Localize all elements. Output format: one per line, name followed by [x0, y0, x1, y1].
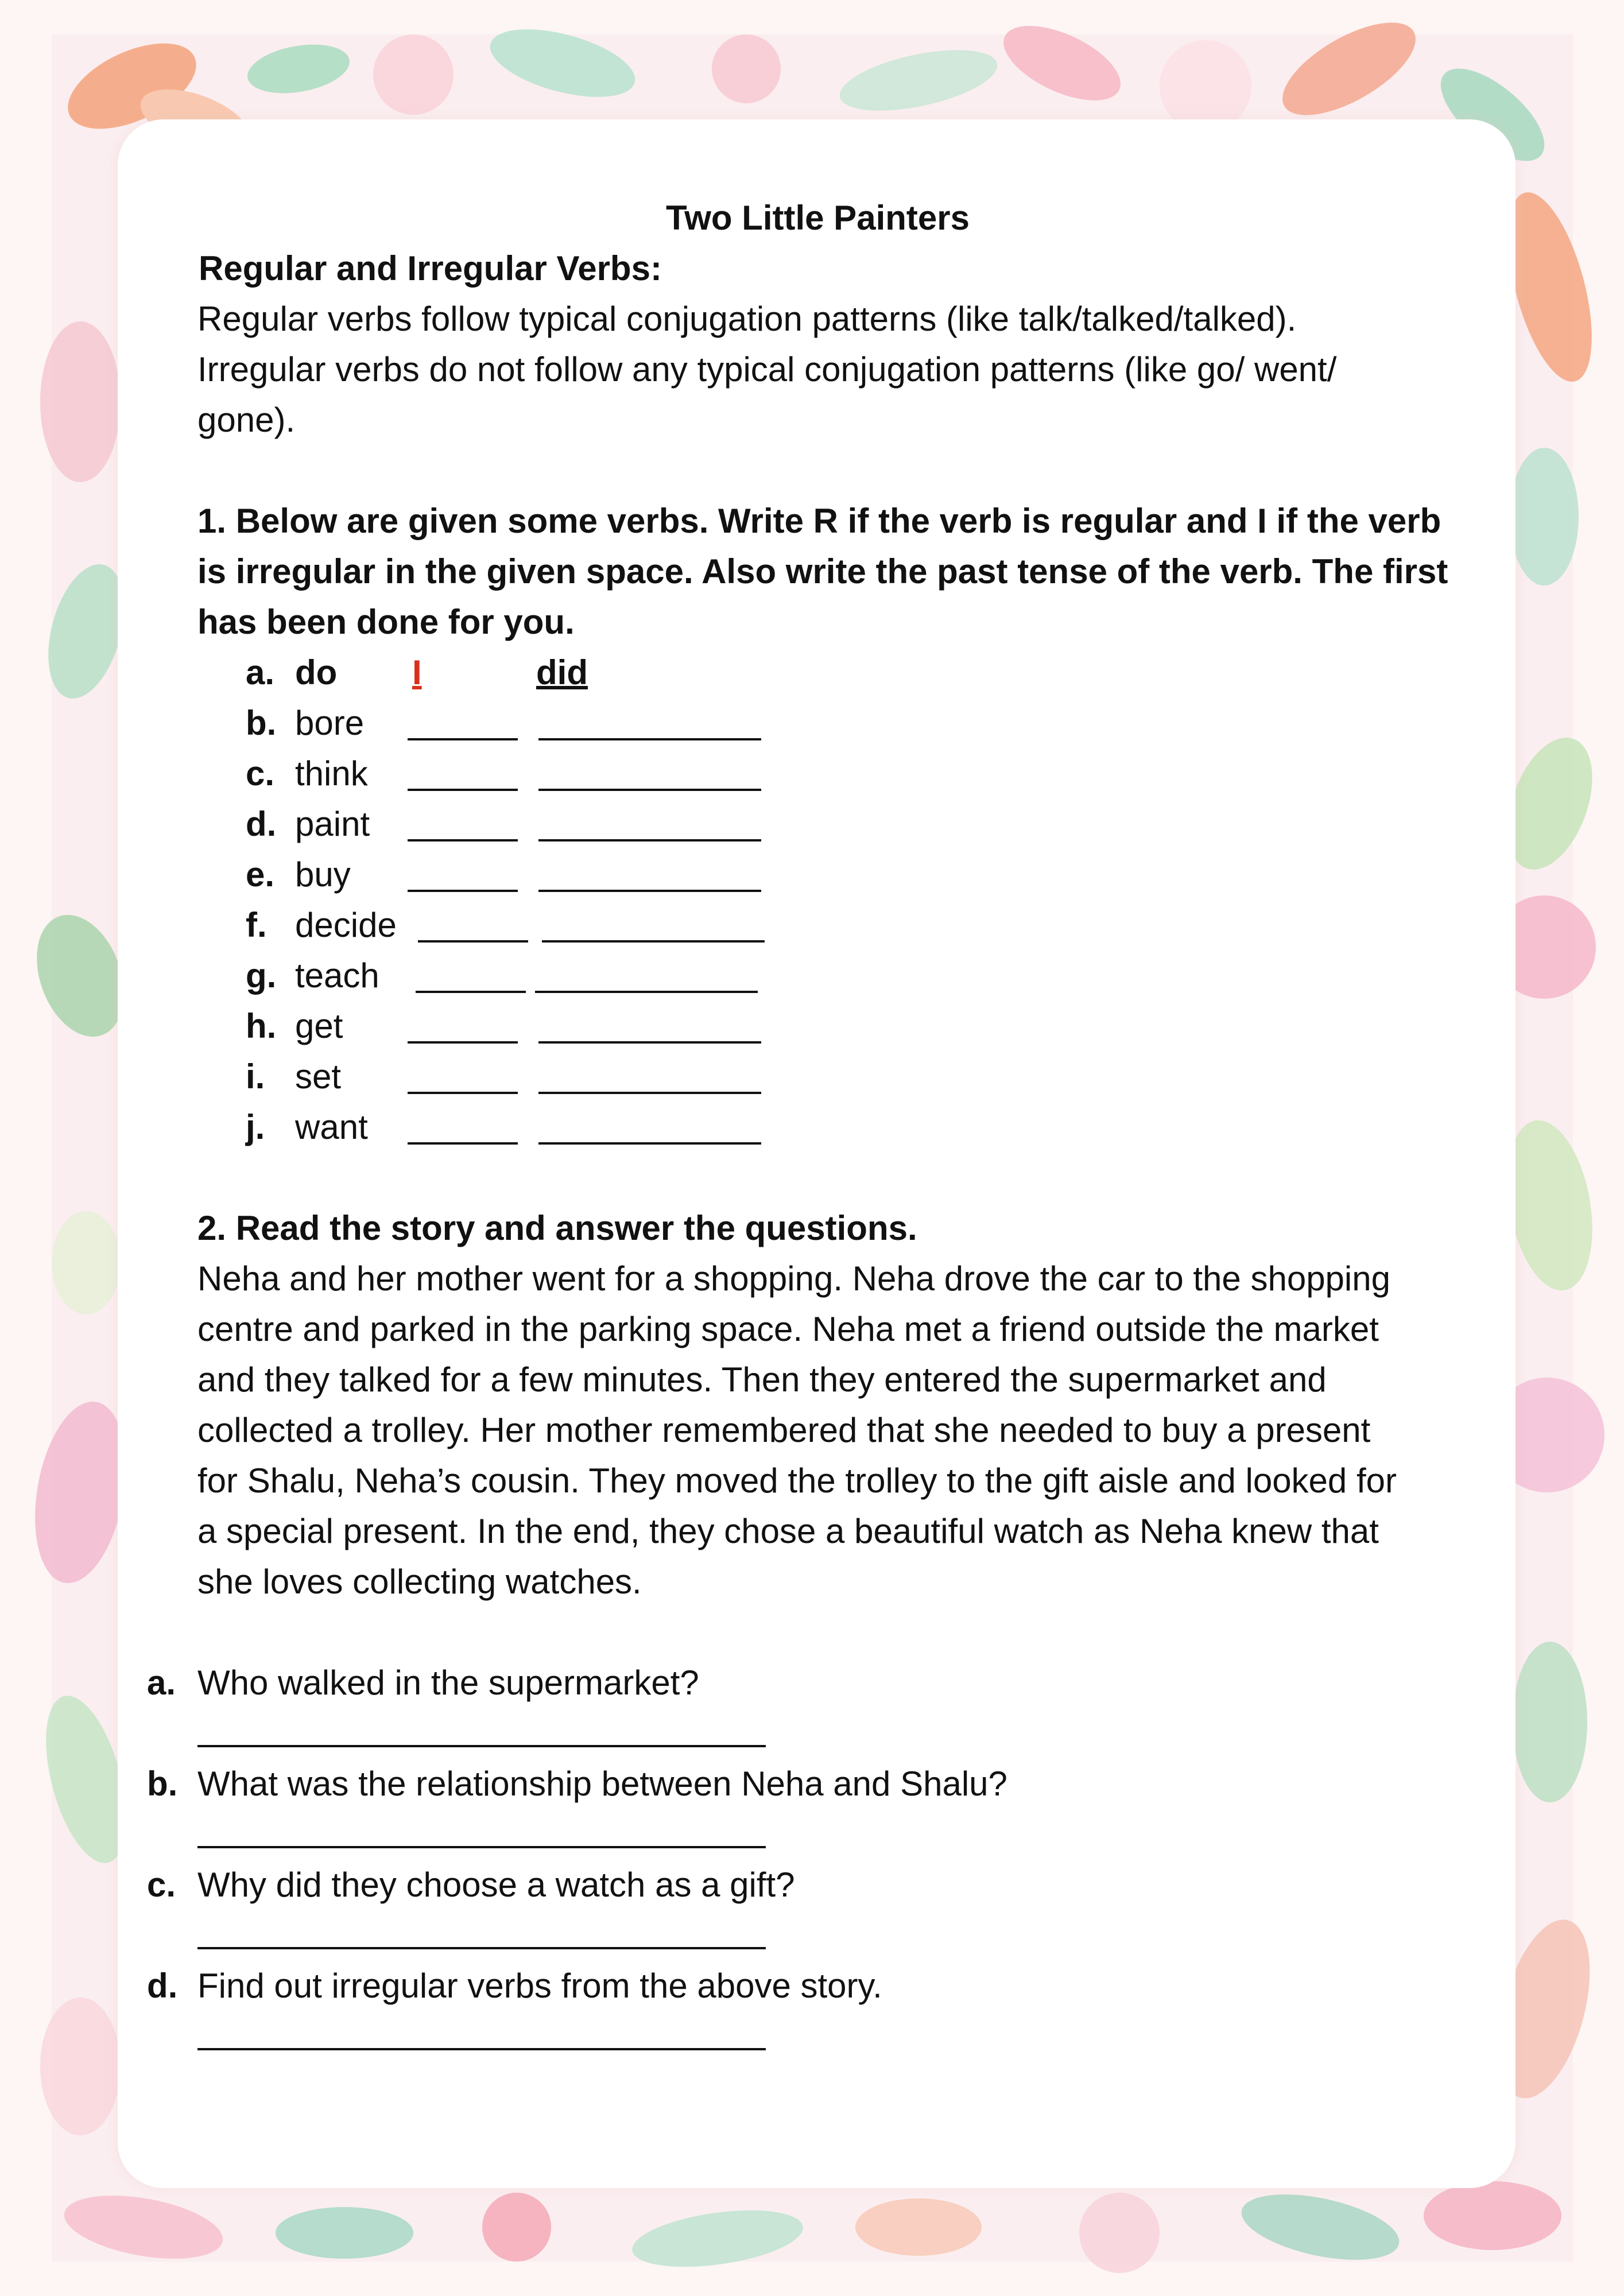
question-label: a.	[147, 1663, 176, 1702]
past-tense-blank[interactable]	[538, 890, 761, 892]
story-line: centre and parked in the parking space. Neha met a friend outside the market	[197, 1310, 1379, 1348]
verb-row	[246, 1001, 774, 1052]
story-line: a special present. In the end, they chose a beautiful watch as Neha knew that	[197, 1512, 1379, 1550]
list-label: d.	[246, 805, 277, 843]
list-label: b.	[246, 704, 277, 742]
verb-row	[246, 850, 774, 900]
answer-line-b[interactable]	[197, 1846, 766, 1848]
intro-line-1: Regular verbs follow typical conjugation patterns (like talk/talked/talked).	[197, 300, 1297, 338]
story-line: and they talked for a few minutes. Then they entered the supermarket and	[197, 1360, 1327, 1399]
verb-word: want	[295, 1108, 368, 1146]
type-blank[interactable]	[408, 839, 518, 841]
verb-word: decide	[295, 906, 397, 944]
question-text: Why did they choose a watch as a gift?	[197, 1865, 795, 1904]
type-blank[interactable]	[408, 1142, 518, 1145]
verb-word: teach	[295, 956, 379, 995]
list-label: i.	[246, 1057, 265, 1096]
past-tense-blank[interactable]	[542, 940, 765, 943]
question-label: d.	[147, 1967, 178, 2005]
verb-row	[246, 799, 774, 850]
verb-row	[246, 698, 774, 748]
list-label: c.	[246, 754, 275, 793]
type-blank[interactable]	[408, 738, 518, 740]
intro-line-3: gone).	[197, 401, 296, 439]
story-line: she loves collecting watches.	[197, 1562, 642, 1601]
type-blank[interactable]	[416, 991, 526, 993]
past-tense-blank[interactable]	[538, 839, 761, 841]
list-label: e.	[246, 855, 275, 894]
section1-instruction-1: 1. Below are given some verbs. Write R if the verb is regular and I if the verb	[197, 502, 1441, 540]
story-line: Neha and her mother went for a shopping. Neha drove the car to the shopping	[197, 1259, 1390, 1298]
section1-instruction-3: has been done for you.	[197, 603, 575, 641]
section1-instruction-2: is irregular in the given space. Also write the past tense of the verb. The first	[197, 552, 1448, 591]
verb-word: set	[295, 1057, 342, 1096]
past-tense-blank[interactable]	[538, 1041, 761, 1044]
verb-word: bore	[295, 704, 365, 742]
list-label: a.	[246, 653, 275, 692]
past-tense-blank[interactable]	[538, 738, 761, 740]
question-text: What was the relationship between Neha and Shalu?	[197, 1764, 1007, 1803]
type-blank[interactable]	[408, 1041, 518, 1044]
intro-heading: Regular and Irregular Verbs:	[199, 249, 662, 288]
verb-word: paint	[295, 805, 370, 843]
list-label: j.	[246, 1108, 265, 1146]
question-label: b.	[147, 1764, 178, 1803]
verb-row	[246, 748, 774, 799]
type-blank[interactable]	[408, 789, 518, 791]
past-tense-blank[interactable]	[538, 1092, 761, 1094]
list-label: g.	[246, 956, 277, 995]
verb-word: do	[295, 653, 338, 692]
type-blank[interactable]	[408, 1092, 518, 1094]
past-tense-blank[interactable]	[535, 991, 758, 993]
verb-word: think	[295, 754, 368, 793]
past-tense-blank[interactable]	[538, 1142, 761, 1145]
verb-word: buy	[295, 855, 351, 894]
example-past-tense: did	[536, 653, 588, 692]
page-title: Two Little Painters	[666, 199, 970, 237]
example-answer-mark: I	[412, 653, 422, 692]
list-label: f.	[246, 906, 267, 944]
answer-line-d[interactable]	[197, 2048, 766, 2050]
verb-row	[246, 900, 774, 951]
verb-row	[246, 951, 774, 1001]
question-text: Who walked in the supermarket?	[197, 1663, 699, 1702]
story-line: collected a trolley. Her mother remembered that she needed to buy a present	[197, 1411, 1371, 1449]
verb-word: get	[295, 1007, 343, 1045]
section2-heading: 2. Read the story and answer the questions.	[197, 1209, 917, 1247]
answer-line-c[interactable]	[197, 1947, 766, 1949]
verb-example-row	[246, 647, 648, 698]
intro-line-2: Irregular verbs do not follow any typical conjugation patterns (like go/ went/	[197, 350, 1337, 389]
type-blank[interactable]	[418, 940, 528, 943]
type-blank[interactable]	[408, 890, 518, 892]
question-text: Find out irregular verbs from the above story.	[197, 1967, 882, 2005]
story-line: for Shalu, Neha’s cousin. They moved the trolley to the gift aisle and looked for	[197, 1461, 1397, 1500]
question-label: c.	[147, 1865, 176, 1904]
answer-line-a[interactable]	[197, 1745, 766, 1747]
verb-row	[246, 1052, 774, 1102]
past-tense-blank[interactable]	[538, 789, 761, 791]
verb-row	[246, 1102, 774, 1153]
list-label: h.	[246, 1007, 277, 1045]
